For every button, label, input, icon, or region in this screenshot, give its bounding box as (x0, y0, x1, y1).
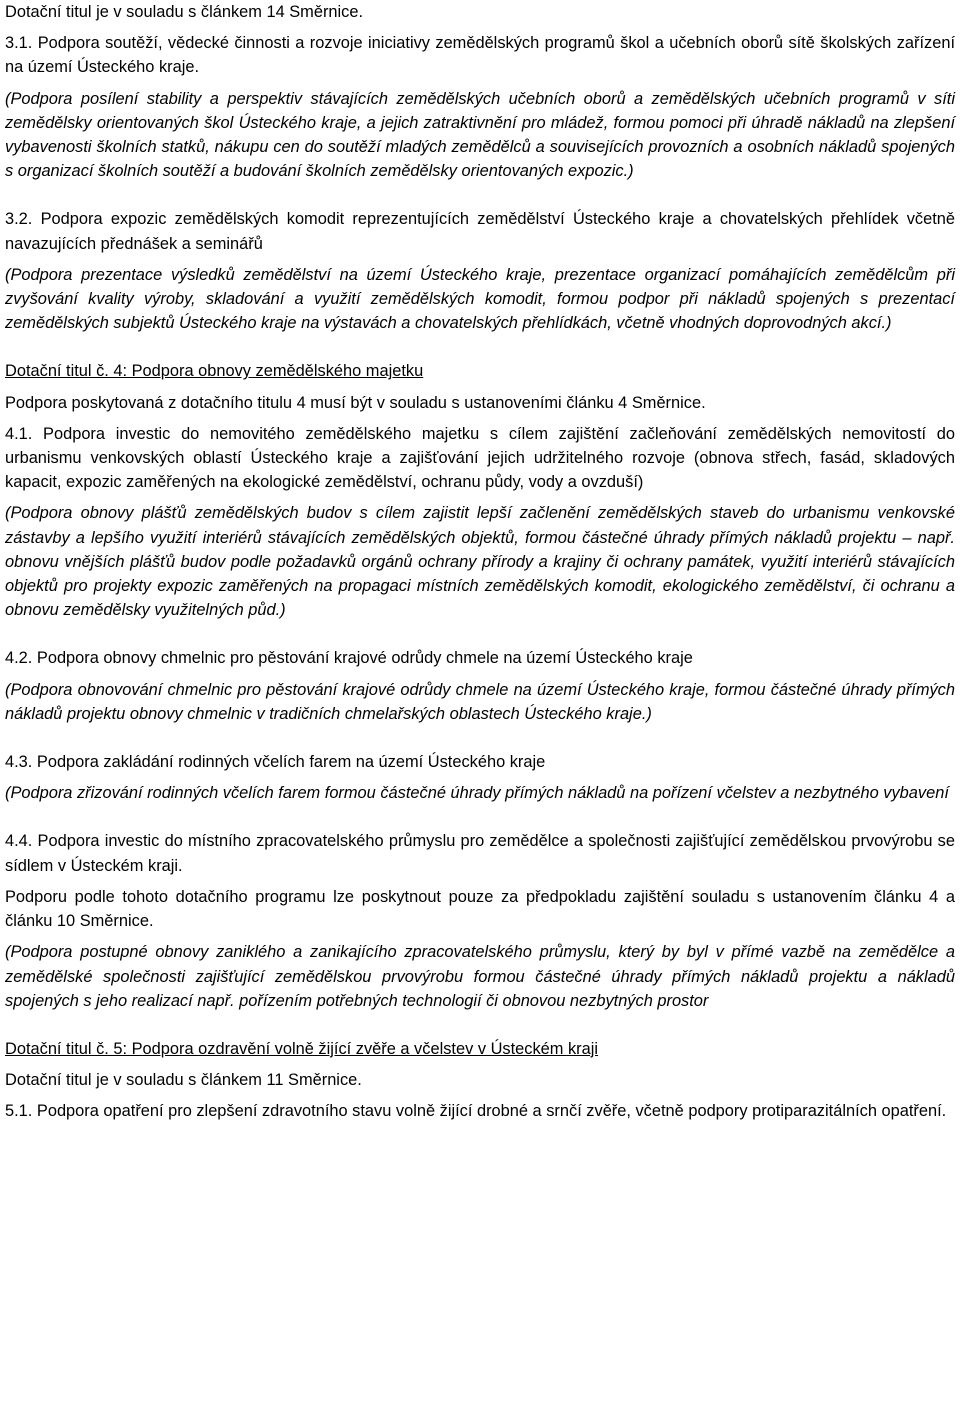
dt4-compliance-note: Podpora poskytovaná z dotačního titulu 4 musí být v souladu s ustanoveními článku 4 Směrnice. (5, 393, 706, 412)
section-4-2-heading: 4.2. Podpora obnovy chmelnic pro pěstování krajové odrůdy chmele na území Ústeckého kraje (5, 649, 693, 668)
section-4-3-description: (Podpora zřizování rodinných včelích farem formou částečné úhrady přímých nákladů na pořízení včelstev a nezbytného vybavení (5, 784, 949, 803)
section-4-4-description: (Podpora postupné obnovy zaniklého a zanikajícího zpracovatelského průmyslu, který by byl v přímé vazbě na zemědělce a zemědělské společnosti zajišťující zemědělskou prvovýrobu formou částečné úhrady přímých nákladů projektu a nákladů spojených s jeho realizací např. pořízením potřebných technologií či obnovou nezbytných prostor (5, 943, 955, 1010)
section-4-3-heading: 4.3. Podpora zakládání rodinných včelích farem na území Ústeckého kraje (5, 753, 546, 772)
dt5-compliance-note: Dotační titul je v souladu s článkem 11 Směrnice. (5, 1071, 362, 1090)
section-5-1-heading: 5.1. Podpora opatření pro zlepšení zdravotního stavu volně žijící drobné a srnčí zvěře, včetně podpory protiparazitálních opatření. (5, 1102, 947, 1121)
dotacni-titul-4-heading: Dotační titul č. 4: Podpora obnovy zemědělského majetku (5, 362, 424, 381)
section-4-4-heading: 4.4. Podpora investic do místního zpracovatelského průmyslu pro zemědělce a společnosti zajišťující zemědělskou prvovýrobu se sídlem v Ústeckém kraji. (5, 832, 955, 875)
section-4-2-description: (Podpora obnovování chmelnic pro pěstování krajové odrůdy chmele na území Ústeckého kraje, formou částečné úhrady přímých nákladů projektu obnovy chmelnic v tradičních chmelařských oblastech Ústeckého kraje.) (5, 680, 955, 723)
section-3-2-heading: 3.2. Podpora expozic zemědělských komodit reprezentujících zemědělství Ústeckého kraje a chovatelských přehlídek včetně navazujících přednášek a seminářů (5, 210, 955, 253)
dt3-compliance-note: Dotační titul je v souladu s článkem 14 Směrnice. (5, 3, 364, 21)
section-4-1-heading: 4.1. Podpora investic do nemovitého zemědělského majetku s cílem zajištění začleňování zemědělských nemovitostí do urbanismu venkovských oblastí Ústeckého kraje a zajišťování jejich udržitelného rozvoje (obnova střech, fasád, skladových kapacit, expozic zaměřených na ekologické zemědělství, ochranu půdy, vody a ovzduší) (5, 424, 955, 492)
section-3-2-description: (Podpora prezentace výsledků zemědělství na území Ústeckého kraje, prezentace organizací pomáhajících zemědělcům při zvyšování kvality výroby, skladování a využití zemědělských komodit, formou podpor při nákladů spojených s prezentací zemědělských subjektů Ústeckého kraje na výstavách a chovatelských přehlídkách, včetně vhodných doprovodných akcí.) (5, 265, 955, 333)
section-3-1-description: (Podpora posílení stability a perspektiv stávajících zemědělských učebních oborů a zemědělských učebních programů v síti zemědělsky orientovaných škol Ústeckého kraje, a jejich zatraktivnění pro mládež, formou pomoci při úhradě nákladů na zlepšení vybavenosti školních statků, nákupu cen do soutěží mladých zemědělců a souvisejících provozních a osobních nákladů spojených s organizací školních soutěží a budování školních zemědělsky orientovaných expozic.) (5, 89, 955, 181)
section-3-1-heading: 3.1. Podpora soutěží, vědecké činnosti a rozvoje iniciativy zemědělských programů škol a učebních oborů sítě školských zařízení na území Ústeckého kraje. (5, 34, 955, 77)
dotacni-titul-5-heading: Dotační titul č. 5: Podpora ozdravění volně žijící zvěře a včelstev v Ústeckém kraji (5, 1039, 599, 1058)
section-4-1-description: (Podpora obnovy plášťů zemědělských budov s cílem zajistit lepší začlenění zemědělských staveb do urbanismu venkovské zástavby a lepšího využití interiérů stávajících zemědělských objektů, formou částečné úhrady přímých nákladů projektu – např. obnovu vnějších plášťů budov podle požadavků orgánů ochrany přírody a krajiny či ochrany památek, využití interiérů stávajících objektů pro projekty expozic zaměřených na propagaci místních zemědělských komodit, ekologického zemědělství, či ochranu a obnovu zemědělsky využitelných půd.) (5, 504, 955, 620)
section-4-4-condition: Podporu podle tohoto dotačního programu lze poskytnout pouze za předpokladu zajištění souladu s ustanovením článku 4 a článku 10 Směrnice. (5, 887, 955, 931)
